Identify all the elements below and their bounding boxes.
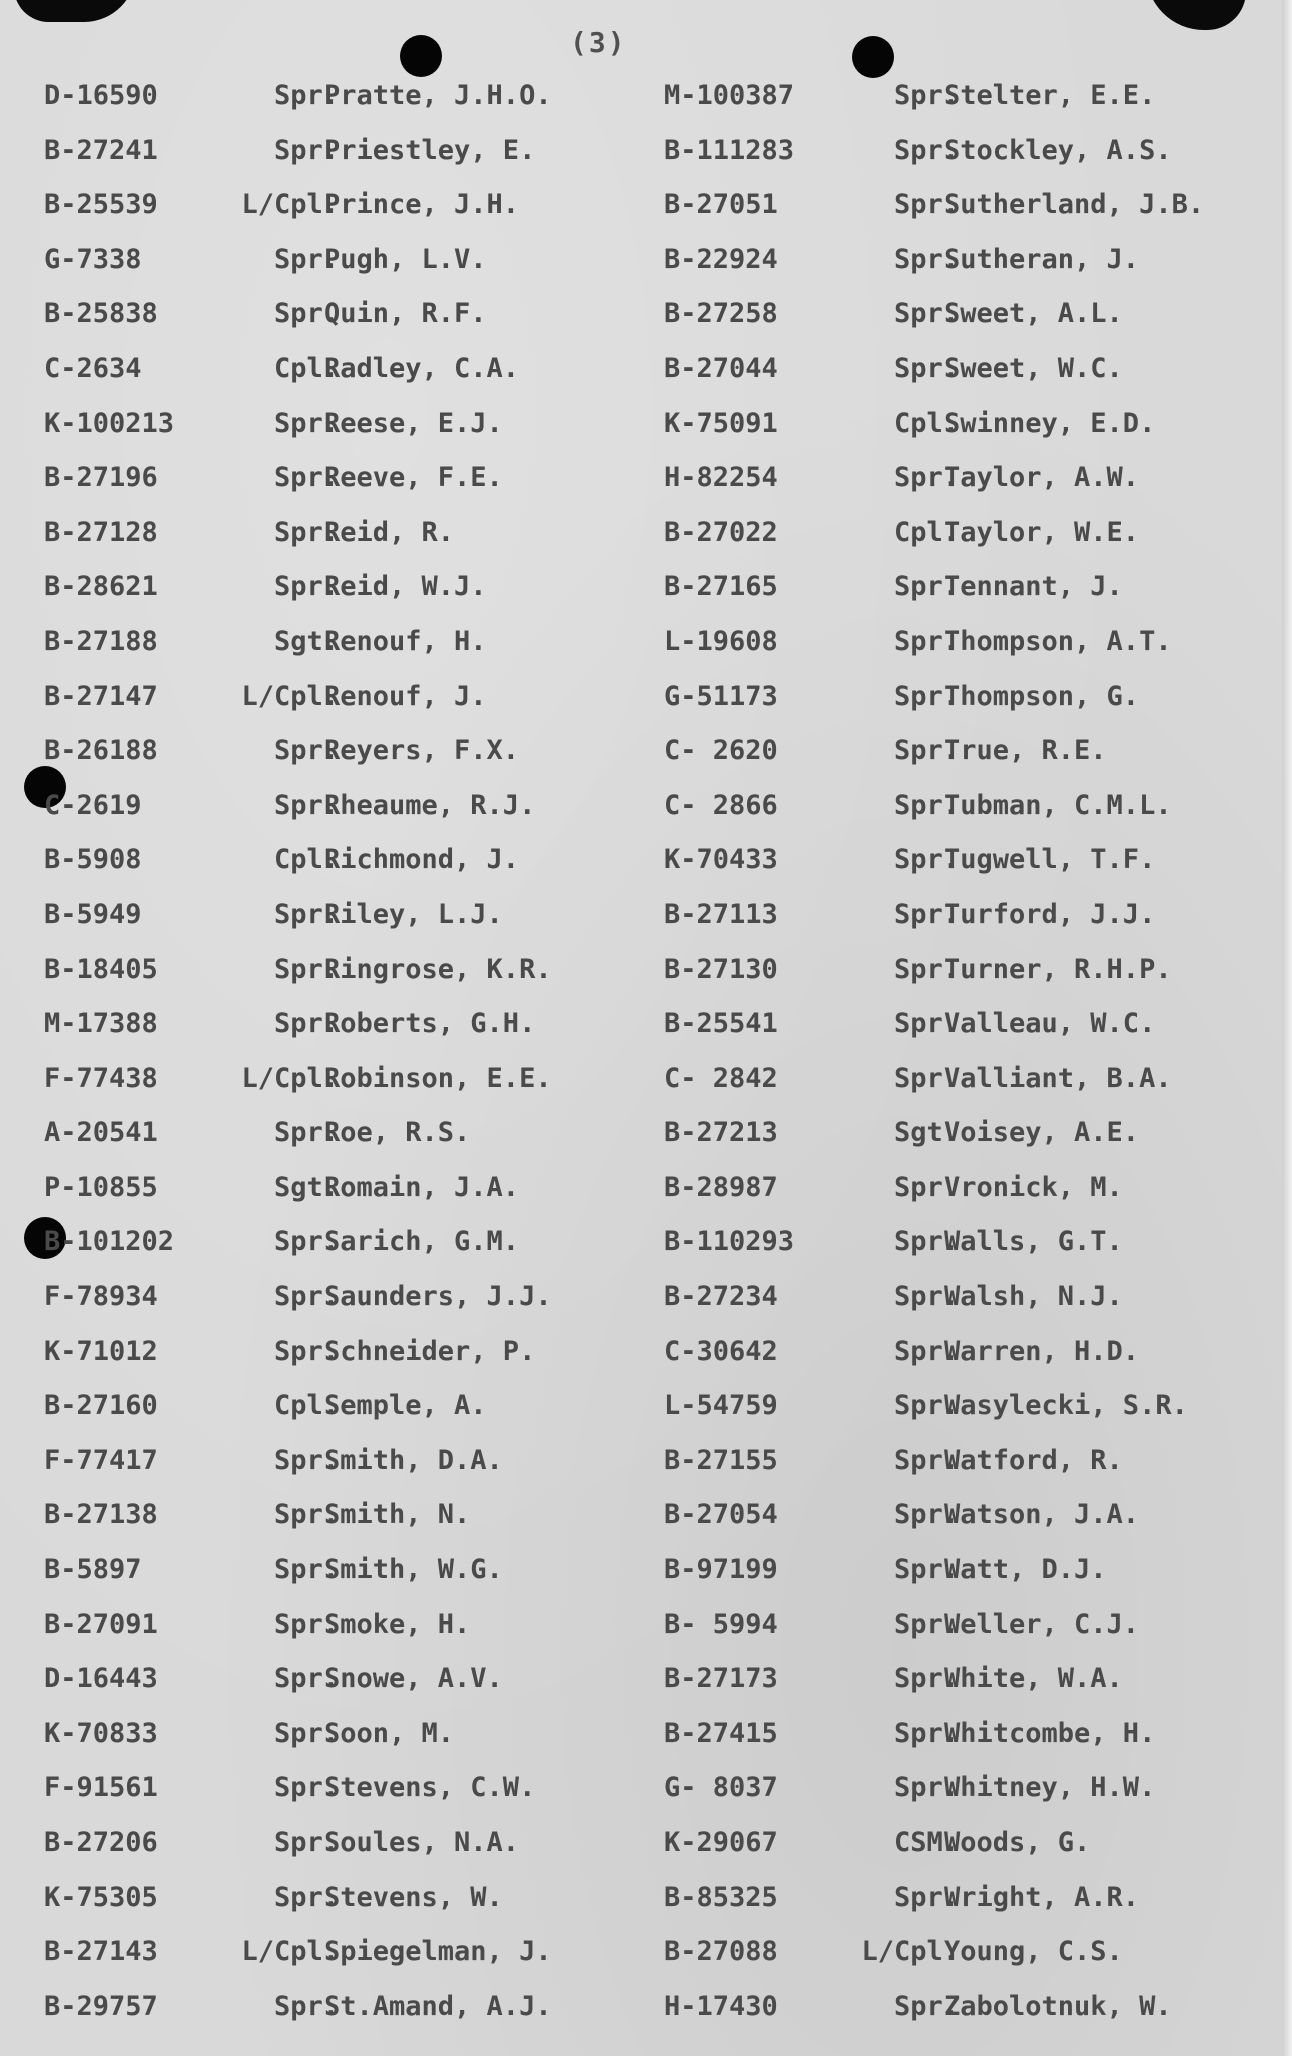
soldier-name: Weller, C.J. — [944, 1608, 1140, 1640]
rank: Spr. — [273, 1554, 339, 1586]
rank: Spr. — [893, 1663, 959, 1695]
soldier-name: Radley, C.A. — [324, 352, 520, 384]
service-number: C- 2866 — [664, 789, 778, 821]
soldier-name: Pratte, J.H.O. — [324, 80, 552, 111]
service-number: B-27234 — [664, 1281, 778, 1313]
rank: Spr. — [893, 243, 959, 275]
service-number: G-7338 — [44, 243, 142, 275]
service-number: B-27165 — [664, 571, 778, 603]
soldier-name: Swinney, E.D. — [944, 407, 1156, 439]
soldier-name: Turner, R.H.P. — [944, 953, 1172, 985]
soldier-name: Stockley, A.S. — [944, 134, 1172, 166]
service-number: B-27054 — [664, 1499, 778, 1531]
service-number: B-27147 — [44, 680, 158, 712]
service-number: B-28621 — [44, 571, 158, 603]
soldier-name: Smith, D.A. — [324, 1444, 503, 1476]
soldier-name: Reid, W.J. — [324, 571, 487, 603]
soldier-name: Ringrose, K.R. — [324, 953, 552, 985]
rank: Sgt. — [273, 1171, 339, 1203]
rank: Spr. — [273, 1990, 339, 2022]
rank: Cpl. — [893, 407, 959, 439]
rank: Spr. — [893, 571, 959, 603]
service-number: G-51173 — [664, 680, 778, 712]
soldier-name: Stevens, C.W. — [324, 1772, 536, 1804]
rank: Spr. — [893, 1990, 959, 2022]
service-number: M-100387 — [664, 80, 795, 111]
soldier-name: Renouf, J. — [324, 680, 487, 712]
service-number: B-27213 — [664, 1117, 778, 1149]
rank: Spr. — [273, 735, 339, 767]
rank: Spr. — [893, 1608, 959, 1640]
service-number: C- 2842 — [664, 1062, 778, 1094]
rank: Cpl. — [893, 516, 959, 548]
soldier-name: Whitcombe, H. — [944, 1717, 1156, 1749]
service-number: B- 5994 — [664, 1608, 778, 1640]
service-number: B-25539 — [44, 189, 158, 221]
service-number: K-100213 — [44, 407, 175, 439]
service-number: L-54759 — [664, 1390, 778, 1422]
soldier-name: Wright, A.R. — [944, 1881, 1140, 1913]
soldier-name: Walls, G.T. — [944, 1226, 1123, 1258]
rank: Spr. — [893, 953, 959, 985]
service-number: C-2619 — [44, 789, 142, 821]
soldier-name: Tubman, C.M.L. — [944, 789, 1172, 821]
rank: Spr. — [273, 1117, 339, 1149]
service-number: B-5908 — [44, 844, 142, 876]
service-number: D-16590 — [44, 80, 158, 111]
soldier-name: True, R.E. — [944, 735, 1107, 767]
rank: Spr. — [273, 898, 339, 930]
rank: L/Cpl. — [241, 1936, 339, 1968]
rank: Spr. — [273, 1226, 339, 1258]
soldier-name: Saunders, J.J. — [324, 1281, 552, 1313]
rank: Spr. — [273, 953, 339, 985]
soldier-name: Walsh, N.J. — [944, 1281, 1123, 1313]
rank: Spr. — [893, 1499, 959, 1531]
rank: Spr. — [893, 1335, 959, 1367]
page-number: (3) — [570, 26, 627, 59]
rank: Spr. — [273, 1717, 339, 1749]
service-number: B-27138 — [44, 1499, 158, 1531]
soldier-name: Valliant, B.A. — [944, 1062, 1172, 1094]
rank: Spr. — [273, 516, 339, 548]
rank: Spr. — [893, 735, 959, 767]
rank: Spr. — [893, 1062, 959, 1094]
soldier-name: Sweet, A.L. — [944, 298, 1123, 330]
service-number: B-27128 — [44, 516, 158, 548]
soldier-name: Reeve, F.E. — [324, 462, 503, 494]
service-number: H-82254 — [664, 462, 778, 494]
service-number: F-77438 — [44, 1062, 158, 1094]
soldier-name: Reese, E.J. — [324, 407, 503, 439]
rank: Spr. — [273, 1881, 339, 1913]
rank: Spr. — [893, 298, 959, 330]
service-number: B-110293 — [664, 1226, 795, 1258]
service-number: B-27130 — [664, 953, 778, 985]
soldier-name: Renouf, H. — [324, 625, 487, 657]
service-number: B-27241 — [44, 134, 158, 166]
service-number: B-85325 — [664, 1881, 778, 1913]
service-number: B-27160 — [44, 1390, 158, 1422]
service-number: B-27022 — [664, 516, 778, 548]
soldier-name: Spiegelman, J. — [324, 1936, 552, 1968]
soldier-name: Riley, L.J. — [324, 898, 503, 930]
soldier-name: Taylor, A.W. — [944, 462, 1140, 494]
rank: Spr. — [893, 1226, 959, 1258]
rank: Spr. — [893, 844, 959, 876]
service-number: G- 8037 — [664, 1772, 778, 1804]
torn-corner-right — [1146, 0, 1246, 30]
service-number: B-27173 — [664, 1663, 778, 1695]
soldier-name: Watt, D.J. — [944, 1554, 1107, 1586]
rank: Spr. — [273, 1608, 339, 1640]
rank: Spr. — [273, 571, 339, 603]
rank: Spr. — [893, 1390, 959, 1422]
service-number: K-75091 — [664, 407, 778, 439]
rank: Spr. — [273, 789, 339, 821]
soldier-name: White, W.A. — [944, 1663, 1123, 1695]
service-number: F-77417 — [44, 1444, 158, 1476]
soldier-name: Robinson, E.E. — [324, 1062, 552, 1094]
soldier-name: Whitney, H.W. — [944, 1772, 1156, 1804]
service-number: C- 2620 — [664, 735, 778, 767]
service-number: B-27088 — [664, 1936, 778, 1968]
soldier-name: Priestley, E. — [324, 134, 536, 166]
service-number: B-27143 — [44, 1936, 158, 1968]
soldier-name: Watford, R. — [944, 1444, 1123, 1476]
rank: Spr. — [893, 789, 959, 821]
rank: Spr. — [893, 462, 959, 494]
service-number: B-27091 — [44, 1608, 158, 1640]
soldier-name: Prince, J.H. — [324, 189, 520, 221]
rank: Spr. — [893, 134, 959, 166]
soldier-name: Reid, R. — [324, 516, 455, 548]
soldier-name: Vronick, M. — [944, 1171, 1123, 1203]
soldier-name: Zabolotnuk, W. — [944, 1990, 1172, 2022]
punch-hole — [400, 35, 442, 77]
service-number: K-75305 — [44, 1881, 158, 1913]
service-number: B-27258 — [664, 298, 778, 330]
rank: Spr. — [893, 1881, 959, 1913]
soldier-name: Pugh, L.V. — [324, 243, 487, 275]
rank: L/Cpl. — [241, 680, 339, 712]
soldier-name: Woods, G. — [944, 1827, 1091, 1858]
rank: Spr. — [273, 1772, 339, 1804]
rank: L/Cpl. — [241, 1062, 339, 1094]
rank: Spr. — [273, 1663, 339, 1695]
soldier-name: Taylor, W.E. — [944, 516, 1140, 548]
service-number: B-5897 — [44, 1554, 142, 1586]
soldier-name: Stevens, W. — [324, 1881, 503, 1913]
soldier-name: St.Amand, A.J. — [324, 1990, 552, 2022]
service-number: F-91561 — [44, 1772, 158, 1804]
torn-corner-left — [14, 0, 136, 22]
service-number: B-101202 — [44, 1226, 175, 1258]
service-number: B-27155 — [664, 1444, 778, 1476]
service-number: K-70433 — [664, 844, 778, 876]
rank: Sgt. — [893, 1117, 959, 1149]
service-number: K-70833 — [44, 1717, 158, 1749]
soldier-name: Richmond, J. — [324, 844, 520, 876]
soldier-name: Roberts, G.H. — [324, 1008, 536, 1040]
soldier-name: Smith, W.G. — [324, 1554, 503, 1586]
service-number: B-111283 — [664, 134, 795, 166]
soldier-name: Turford, J.J. — [944, 898, 1156, 930]
soldier-name: Sutherland, J.B. — [944, 189, 1205, 221]
soldier-name: Tennant, J. — [944, 571, 1123, 603]
service-number: B-28987 — [664, 1171, 778, 1203]
soldier-name: Smith, N. — [324, 1499, 471, 1531]
soldier-name: Stelter, E.E. — [944, 80, 1156, 111]
soldier-name: Quin, R.F. — [324, 298, 487, 330]
rank: Spr. — [273, 1499, 339, 1531]
service-number: C-30642 — [664, 1335, 778, 1367]
service-number: B-27415 — [664, 1717, 778, 1749]
rank: Spr. — [893, 1554, 959, 1586]
soldier-name: Snowe, A.V. — [324, 1663, 503, 1695]
soldier-name: Rheaume, R.J. — [324, 789, 536, 821]
rank: Spr. — [273, 1008, 339, 1040]
service-number: D-16443 — [44, 1663, 158, 1695]
soldier-name: Schneider, P. — [324, 1335, 536, 1367]
rank: Spr. — [893, 1717, 959, 1749]
soldier-name: Semple, A. — [324, 1390, 487, 1422]
rank: Spr. — [893, 898, 959, 930]
service-number: H-17430 — [664, 1990, 778, 2022]
rank: Spr. — [273, 1335, 339, 1367]
service-number: B-97199 — [664, 1554, 778, 1586]
service-number: B-27051 — [664, 189, 778, 221]
rank: Spr. — [273, 243, 339, 275]
rank: Spr. — [273, 407, 339, 439]
service-number: B-18405 — [44, 953, 158, 985]
punch-hole — [852, 36, 894, 78]
rank: Spr. — [273, 80, 339, 111]
rank: Cpl. — [273, 1390, 339, 1422]
service-number: K-29067 — [664, 1827, 778, 1858]
rank: Spr. — [893, 1008, 959, 1040]
rank: CSM. — [893, 1827, 959, 1858]
rank: Spr. — [893, 189, 959, 221]
soldier-name: Smoke, H. — [324, 1608, 471, 1640]
service-number: B-25541 — [664, 1008, 778, 1040]
soldier-name: Warren, H.D. — [944, 1335, 1140, 1367]
soldier-name: Voisey, A.E. — [944, 1117, 1140, 1149]
rank: Spr. — [273, 298, 339, 330]
rank: Spr. — [273, 1281, 339, 1313]
rank: Spr. — [893, 1444, 959, 1476]
soldier-name: Sarich, G.M. — [324, 1226, 520, 1258]
service-number: P-10855 — [44, 1171, 158, 1203]
service-number: B-5949 — [44, 898, 142, 930]
service-number: B-27044 — [664, 352, 778, 384]
rank: L/Cpl. — [861, 1936, 959, 1968]
rank: Spr. — [893, 680, 959, 712]
service-number: B-29757 — [44, 1990, 158, 2022]
service-number: M-17388 — [44, 1008, 158, 1040]
rank: Spr. — [893, 625, 959, 657]
rank: Spr. — [273, 134, 339, 166]
soldier-name: Roe, R.S. — [324, 1117, 471, 1149]
rank: Spr. — [273, 1444, 339, 1476]
rank: Spr. — [893, 352, 959, 384]
soldier-name: Watson, J.A. — [944, 1499, 1140, 1531]
page-edge — [1282, 0, 1292, 2056]
soldier-name: Reyers, F.X. — [324, 735, 520, 767]
service-number: K-71012 — [44, 1335, 158, 1367]
soldier-name: Soon, M. — [324, 1717, 455, 1749]
soldier-name: Sutheran, J. — [944, 243, 1140, 275]
soldier-name: Young, C.S. — [944, 1936, 1123, 1968]
rank: Sgt. — [273, 625, 339, 657]
service-number: B-22924 — [664, 243, 778, 275]
service-number: B-27113 — [664, 898, 778, 930]
rank: Spr. — [893, 1281, 959, 1313]
service-number: B-27188 — [44, 625, 158, 657]
rank: Spr. — [893, 1171, 959, 1203]
service-number: B-26188 — [44, 735, 158, 767]
service-number: A-20541 — [44, 1117, 158, 1149]
soldier-name: Romain, J.A. — [324, 1171, 520, 1203]
rank: Spr. — [893, 1772, 959, 1804]
soldier-name: Wasylecki, S.R. — [944, 1390, 1188, 1422]
service-number: B-27206 — [44, 1827, 158, 1858]
rank: Cpl. — [273, 844, 339, 876]
soldier-name: Thompson, A.T. — [944, 625, 1172, 657]
rank: Spr. — [273, 1827, 339, 1858]
soldier-name: Valleau, W.C. — [944, 1008, 1156, 1040]
soldier-name: Soules, N.A. — [324, 1827, 520, 1858]
service-number: B-25838 — [44, 298, 158, 330]
rank: Spr. — [893, 80, 959, 111]
service-number: B-27196 — [44, 462, 158, 494]
soldier-name: Sweet, W.C. — [944, 352, 1123, 384]
rank: Cpl. — [273, 352, 339, 384]
soldier-name: Tugwell, T.F. — [944, 844, 1156, 876]
rank: Spr. — [273, 462, 339, 494]
soldier-name: Thompson, G. — [944, 680, 1140, 712]
service-number: L-19608 — [664, 625, 778, 657]
rank: L/Cpl. — [241, 189, 339, 221]
service-number: C-2634 — [44, 352, 142, 384]
service-number: F-78934 — [44, 1281, 158, 1313]
